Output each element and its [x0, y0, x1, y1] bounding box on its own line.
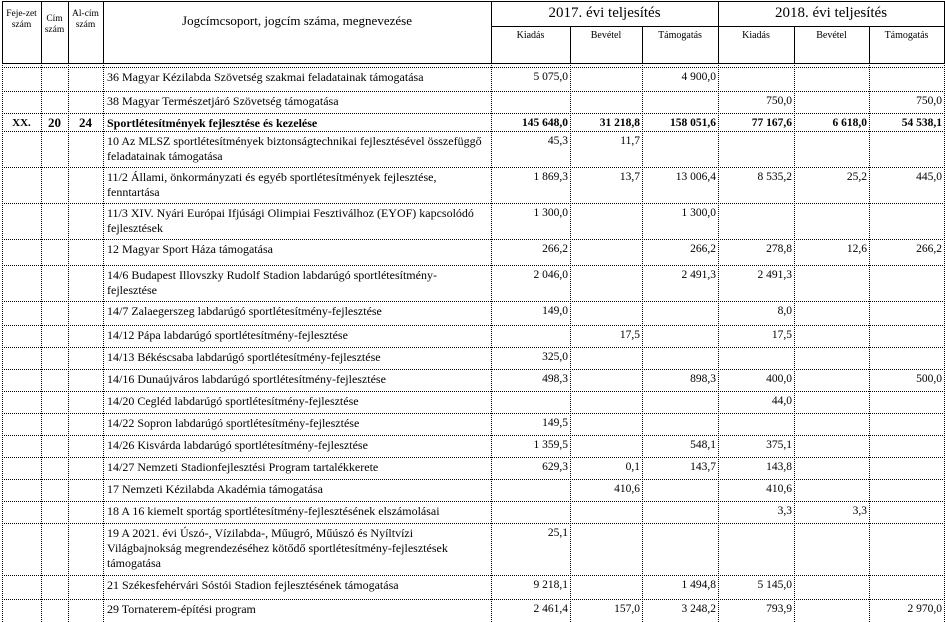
row-value-t17: 1 300,0 [681, 207, 716, 219]
body-col-line [794, 63, 795, 622]
row-separator [2, 391, 945, 392]
header-subcol-label: Kiadás [742, 30, 770, 41]
header-title-no: Cím szám [44, 14, 65, 35]
row-value-k18: 375,1 [766, 439, 792, 451]
row-description: 10 Az MLSZ sportlétesítmények biztonságtechnikai fejlesztésével összefüggő feladatainak támogatása [107, 134, 482, 163]
row-description: 36 Magyar Kézilabda Szövetség szakmai feladatainak támogatása [107, 70, 424, 84]
header-year-2018: 2018. évi teljesítés [774, 5, 888, 21]
body-col-line [103, 63, 104, 622]
row-value-k18: 750,0 [766, 95, 792, 107]
row-value-t17: 3 248,2 [681, 603, 716, 615]
row-value-k18: 8,0 [777, 305, 792, 317]
row-value-b17: 11,7 [620, 135, 640, 147]
row-value-k17: 145 648,0 [522, 117, 568, 129]
row-value-b17: 157,0 [614, 603, 640, 615]
row-separator [2, 167, 945, 168]
row-description: 12 Magyar Sport Háza támogatása [107, 242, 273, 256]
row-separator [2, 457, 945, 458]
row-description: 14/7 Zalaegerszeg labdarúgó sportlétesítmény-fejlesztése [107, 304, 382, 318]
row-description: 11/2 Állami, önkormányzati és egyéb sportlétesítmények fejlesztése, fenntartása [107, 170, 437, 199]
row-description: 19 A 2021. évi Úszó-, Vízilabda-, Műugró, Műúszó és Nyíltvízi Világbajnokság megrendezéséhez kötődő sportlétesítmény-fejlesztések támogatása [107, 526, 448, 570]
row-description: 14/6 Budapest Illovszky Rudolf Stadion labdarúgó sportlétesítmény-fejlesztése [107, 268, 437, 297]
row-subtitle-no: 24 [79, 115, 92, 130]
row-description: 17 Nemzeti Kézilabda Akadémia támogatása [107, 482, 323, 496]
row-separator [2, 113, 945, 114]
row-value-k18: 3,3 [777, 505, 792, 517]
row-value-t17: 143,7 [690, 461, 716, 473]
row-separator [2, 575, 945, 576]
row-value-k17: 5 075,0 [533, 71, 568, 83]
header-year-2017: 2017. évi teljesítés [548, 5, 661, 21]
row-description: 14/22 Sopron labdarúgó sportlétesítmény-fejlesztése [107, 416, 360, 430]
row-value-t17: 13 006,4 [675, 171, 716, 183]
row-description: 14/20 Cegléd labdarúgó sportlétesítmény-fejlesztése [107, 394, 359, 408]
row-value-k17: 149,5 [542, 417, 568, 429]
body-col-line [869, 63, 870, 622]
row-value-b17: 0,1 [625, 461, 640, 473]
row-value-k17: 325,0 [542, 351, 568, 363]
row-separator [2, 501, 945, 502]
row-value-b18: 25,2 [846, 171, 867, 183]
row-value-k17: 9 218,1 [533, 579, 568, 591]
header-bottom-border [2, 63, 945, 64]
header-subcol-label: Bevétel [590, 30, 622, 41]
row-separator [2, 91, 945, 92]
row-value-b18: 6 618,0 [832, 117, 867, 129]
row-value-t18: 500,0 [916, 373, 942, 385]
body-col-line [2, 63, 3, 622]
row-value-t17: 548,1 [690, 439, 716, 451]
row-value-k17: 629,3 [542, 461, 568, 473]
row-separator [2, 599, 945, 600]
row-description: 14/16 Dunaújváros labdarúgó sportlétesítmény-fejlesztése [107, 372, 386, 386]
row-value-t18: 445,0 [916, 171, 942, 183]
row-separator [2, 523, 945, 524]
row-separator [2, 301, 945, 302]
row-value-k17: 45,3 [547, 135, 568, 147]
row-separator [2, 347, 945, 348]
row-separator [2, 239, 945, 240]
row-value-k18: 143,8 [766, 461, 792, 473]
body-col-line [642, 63, 643, 622]
body-col-line [68, 63, 69, 622]
row-value-k18: 17,5 [771, 329, 792, 341]
row-separator [2, 369, 945, 370]
row-description: Sportlétesítmények fejlesztése és kezelése [107, 116, 318, 130]
row-value-k18: 410,6 [766, 483, 792, 495]
row-value-b18: 3,3 [852, 505, 867, 517]
row-value-k17: 25,1 [547, 527, 568, 539]
row-description: 29 Tornaterem-építési program [107, 602, 256, 616]
row-separator [2, 265, 945, 266]
row-value-b17: 13,7 [619, 171, 640, 183]
row-separator [2, 325, 945, 326]
row-value-k18: 400,0 [766, 373, 792, 385]
row-value-t17: 158 051,6 [670, 117, 716, 129]
header-col-line [103, 1, 104, 63]
row-title-no: 20 [48, 115, 61, 130]
row-value-k18: 278,8 [766, 243, 792, 255]
row-value-t18: 750,0 [916, 95, 942, 107]
row-description: 38 Magyar Természetjáró Szövetség támogatása [107, 94, 339, 108]
row-value-b17: 31 218,8 [599, 117, 640, 129]
row-value-k18: 77 167,6 [751, 117, 792, 129]
row-separator [2, 131, 945, 132]
header-subcol-label: Bevétel [816, 30, 847, 41]
row-value-k17: 149,0 [542, 305, 568, 317]
row-value-k17: 498,3 [542, 373, 568, 385]
row-value-k17: 1 359,5 [533, 439, 568, 451]
row-value-b18: 12,6 [846, 243, 867, 255]
row-value-k17: 266,2 [542, 243, 568, 255]
row-description: 11/3 XIV. Nyári Európai Ifjúsági Olimpiai Fesztiválhoz (EYOF) kapcsolódó fejlesztések [107, 206, 474, 235]
row-separator [2, 435, 945, 436]
row-value-t17: 4 900,0 [681, 71, 716, 83]
row-value-b17: 17,5 [619, 329, 640, 341]
header-subtitle-no: Al-cím szám [72, 9, 99, 30]
body-col-line [41, 63, 42, 622]
row-value-t18: 2 970,0 [907, 603, 942, 615]
row-value-t18: 54 538,1 [901, 117, 942, 129]
row-value-t17: 2 491,3 [681, 269, 716, 281]
row-separator [2, 413, 945, 414]
row-separator [2, 67, 945, 68]
header-subcol-label: Támogatás [884, 30, 929, 41]
row-value-k17: 2 046,0 [533, 269, 568, 281]
row-description: 14/13 Békéscsaba labdarúgó sportlétesítmény-fejlesztése [107, 350, 381, 364]
row-value-k17: 1 300,0 [533, 207, 568, 219]
row-value-k18: 2 491,3 [757, 269, 792, 281]
header-top-border [2, 1, 945, 2]
header-subcol-label: Támogatás [658, 30, 702, 41]
row-separator [2, 203, 945, 204]
row-value-k18: 5 145,0 [757, 579, 792, 591]
row-value-b17: 410,6 [614, 483, 640, 495]
row-value-k18: 44,0 [771, 395, 792, 407]
row-value-k17: 1 869,3 [533, 171, 568, 183]
row-description: 14/12 Pápa labdarúgó sportlétesítmény-fejlesztése [107, 328, 348, 342]
row-separator [2, 479, 945, 480]
row-value-k18: 8 535,2 [757, 171, 792, 183]
row-description: 14/26 Kisvárda labdarúgó sportlétesítmény-fejlesztése [107, 438, 368, 452]
header-subcol-label: Kiadás [516, 30, 545, 41]
row-value-t17: 1 494,8 [681, 579, 716, 591]
row-value-k17: 2 461,4 [533, 603, 568, 615]
row-value-k18: 793,9 [766, 603, 792, 615]
header-description: Jogcímcsoport, jogcím száma, megnevezése [182, 13, 412, 28]
row-description: 18 A 16 kiemelt sportág sportlétesítmény-fejlesztésének elszámolásai [107, 504, 440, 518]
header-chapter: Feje-zet szám [6, 9, 37, 30]
row-description: 14/27 Nemzeti Stadionfejlesztési Program tartalékkerete [107, 460, 379, 474]
row-chapter: XX. [12, 117, 31, 129]
row-description: 21 Székesfehérvári Sóstói Stadion fejlesztésének támogatása [107, 578, 399, 592]
row-value-t17: 266,2 [690, 243, 716, 255]
row-value-t17: 898,3 [690, 373, 716, 385]
row-value-t18: 266,2 [916, 243, 942, 255]
